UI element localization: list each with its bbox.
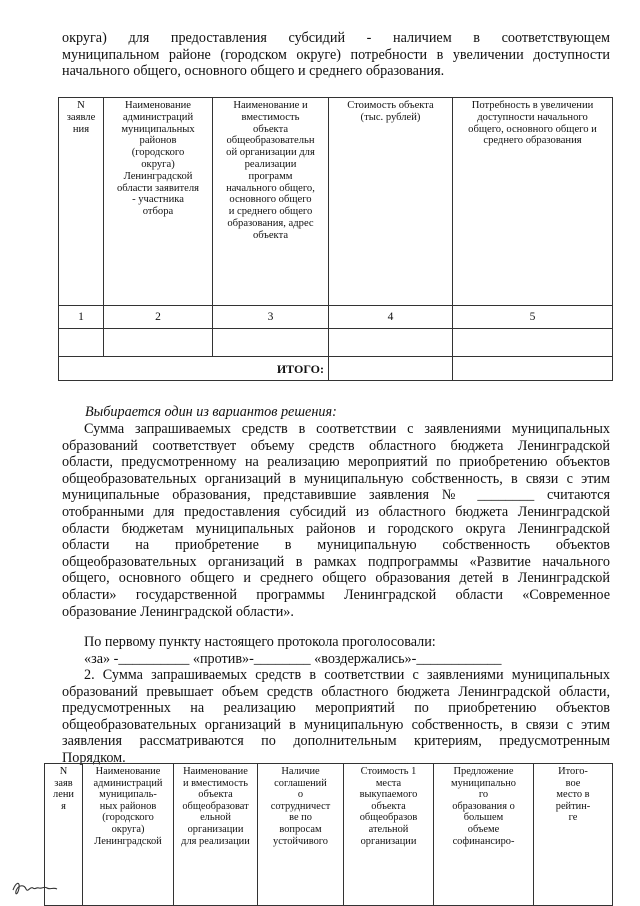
header-text-line: Стоимость объекта <box>347 100 434 111</box>
header-text-line: районов <box>139 135 177 147</box>
header-text-line: ге <box>568 812 578 824</box>
paragraph-line: Сумма запрашиваемых средств в соответствии с заявлениями муниципальных <box>84 421 610 437</box>
header-text-line: выкупаемого <box>359 789 418 801</box>
header-text-line: администраций <box>93 777 163 789</box>
header-text-line: софинансиро- <box>452 835 515 847</box>
header-text-line: администраций <box>122 111 194 123</box>
header-text-line: объекта <box>252 229 289 241</box>
column-number: 4 <box>329 306 453 329</box>
header-text-line: организации <box>187 823 244 835</box>
header-text-line: муниципальных <box>121 123 195 135</box>
header-text-line: сотрудничест <box>270 800 331 812</box>
header-text-line: Наличие <box>281 766 320 777</box>
column-number: 5 <box>453 306 613 329</box>
header-cell <box>534 764 613 906</box>
intro-line: округа) для предоставления субсидий - наличием в соответствующем <box>62 30 610 46</box>
header-text-line: среднего образования <box>483 135 582 147</box>
paragraph-line: области бюджетам муниципальных районов и городского округа Ленинградской <box>62 520 610 537</box>
header-text-line: ой организации для <box>226 147 315 159</box>
header-text-line: основного общего <box>229 194 312 206</box>
paragraph-line: предусмотренных на реализацию мероприятий по приобретению объектов <box>62 700 610 717</box>
paragraph-line: 2. Сумма запрашиваемых средств в соответствии с заявлениями муниципальных <box>84 667 610 683</box>
applications-table <box>58 97 613 381</box>
header-text-line: объекта <box>252 123 289 135</box>
header-cell <box>104 98 213 306</box>
intro-paragraph <box>62 30 610 80</box>
intro-line: муниципальном районе (городском округе) потребности в увеличении доступности <box>62 46 610 63</box>
header-text-line: вое <box>565 777 581 789</box>
intro-line: начального общего, основного общего и среднего образования. <box>62 63 445 80</box>
paragraph-line: общеобразовательных организаций в муниципальную собственность, в связи с этим <box>62 716 610 733</box>
paragraph-line: области, предусмотренному на реализацию мероприятий по приобретению объектов <box>62 454 610 471</box>
paragraph-line: общего, основного общего и среднего общего образования детей в Ленинградской <box>62 570 610 587</box>
paragraph-line: отобранными для предоставления субсидий из областного бюджета Ленинградской <box>62 503 610 520</box>
empty-cell <box>59 329 104 357</box>
header-cell <box>174 764 258 906</box>
header-text-line: для реализации <box>181 835 250 847</box>
header-text-line: (тыс. рублей) <box>360 111 421 123</box>
header-text-line: я <box>61 800 66 812</box>
header-text-line: отбора <box>142 206 174 218</box>
header-text-line: области заявителя <box>117 182 199 194</box>
header-text-line: вместимость <box>241 111 300 123</box>
header-cell <box>213 98 329 306</box>
table-header-row <box>59 98 613 306</box>
header-cell <box>83 764 174 906</box>
paragraph-line: муниципальные образования, представившие заявления № ________ считаются <box>62 487 610 504</box>
header-text-line: места <box>375 777 402 789</box>
header-text-line: место в <box>556 789 590 801</box>
header-text-line: реализации <box>244 158 297 170</box>
header-text-line: рейтин- <box>555 800 591 812</box>
header-text-line: Ленинградской <box>123 170 193 182</box>
paragraph-line: общеобразовательных организаций в муниципальную собственность, в связи с этим <box>62 470 610 487</box>
header-text-line: го <box>478 789 489 801</box>
empty-cell <box>104 329 213 357</box>
header-text-line: образования, адрес <box>227 217 314 229</box>
column-number: 2 <box>104 306 213 329</box>
header-text-line: большем <box>463 812 504 824</box>
table-number-row <box>59 306 613 329</box>
header-text-line: соглашений <box>274 777 327 789</box>
header-text-line: Ленинградской <box>94 835 162 847</box>
header-text-line: общеобразов <box>359 812 418 824</box>
header-text-line: муниципаль- <box>99 789 157 801</box>
header-text-line: и среднего общего <box>228 206 313 218</box>
header-text-line: - участника <box>132 194 184 206</box>
header-text-line: Наименование <box>125 100 191 111</box>
header-text-line: организации <box>360 835 417 847</box>
table-header-row <box>45 764 613 906</box>
header-text-line: общеобразовательн <box>226 135 315 147</box>
header-text-line: и вместимость <box>183 777 248 789</box>
header-text-line: объеме <box>467 823 500 835</box>
header-text-line: Предложение <box>453 766 514 777</box>
header-text-line: муниципально <box>451 777 516 789</box>
header-text-line: N <box>59 766 68 777</box>
decision-paragraph-1 <box>62 421 610 620</box>
empty-cell <box>453 329 613 357</box>
header-text-line: Стоимость 1 <box>360 766 417 777</box>
header-text-line: округа) <box>111 823 145 835</box>
header-text-line: о <box>297 789 304 801</box>
header-text-line: программ <box>248 170 293 182</box>
header-cell <box>453 98 613 306</box>
paragraph-line: области на приобретение в муниципальную собственность объектов <box>62 537 610 554</box>
header-text-line: (городского <box>131 147 185 159</box>
header-text-line: доступности начального <box>477 111 588 123</box>
header-text-line: N <box>77 100 85 111</box>
header-text-line: лени <box>53 789 74 801</box>
header-text-line: ельной <box>200 812 231 824</box>
paragraph-line: общеобразовательных организаций в рамках подпрограммы «Развитие начального <box>62 553 610 570</box>
paragraph-line: образование Ленинградской области». <box>62 603 294 620</box>
decision-paragraph-2 <box>62 667 610 767</box>
total-cell <box>453 357 613 381</box>
header-cell <box>329 98 453 306</box>
vote-line: «за» -__________ «против»-________ «воздержались»-____________ <box>84 651 502 667</box>
table-empty-row <box>59 329 613 357</box>
header-text-line: общего, основного общего и <box>468 123 597 135</box>
paragraph-line: образований превышает объем средств областного бюджета Ленинградской области, <box>62 683 610 700</box>
total-label: ИТОГО: <box>59 357 329 381</box>
header-text-line: образования о <box>452 800 515 812</box>
paragraph-line: заявления рассматриваются по дополнительным критериям, предусмотренным <box>62 733 610 750</box>
ranking-table <box>44 763 613 906</box>
header-text-line: Наименование и <box>233 100 308 111</box>
total-cell <box>329 357 453 381</box>
header-text-line: Наименование <box>183 766 248 777</box>
paragraph-line: Порядком. <box>62 749 126 766</box>
empty-cell <box>329 329 453 357</box>
header-text-line: ных районов <box>99 800 157 812</box>
paragraph-line: образований соответствует объему средств областного бюджета Ленинградской <box>62 437 610 454</box>
header-cell <box>258 764 344 906</box>
header-text-line: округа) <box>141 158 175 170</box>
header-cell <box>344 764 434 906</box>
paragraph-line: области» государственной программы Ленинградской области «Современное <box>62 586 610 603</box>
header-text-line: вопросам <box>279 823 322 835</box>
header-text-line: Наименование <box>95 766 161 777</box>
header-text-line: заяв <box>54 777 73 789</box>
header-cell <box>434 764 534 906</box>
header-text-line: ве по <box>289 812 312 824</box>
header-text-line: Потребность в увеличении <box>471 100 594 111</box>
vote-heading: По первому пункту настоящего протокола проголосовали: <box>84 634 436 650</box>
header-text-line: ния <box>72 123 90 135</box>
header-text-line: объекта <box>198 789 233 801</box>
header-text-line: начального общего, <box>226 182 315 194</box>
header-text-line: (городского <box>102 812 154 824</box>
header-text-line: общеобразоват <box>182 800 249 812</box>
empty-cell <box>213 329 329 357</box>
table-total-row <box>59 357 613 381</box>
column-number: 3 <box>213 306 329 329</box>
handwritten-signature <box>10 876 70 898</box>
header-text-line: объекта <box>371 800 406 812</box>
header-text-line: Итого- <box>558 766 588 777</box>
variant-heading: Выбирается один из вариантов решения: <box>85 404 337 420</box>
column-number: 1 <box>59 306 104 329</box>
header-text-line: заявле <box>66 111 96 123</box>
header-text-line: устойчивого <box>273 835 328 847</box>
header-text-line: ательной <box>368 823 409 835</box>
header-cell <box>59 98 104 306</box>
